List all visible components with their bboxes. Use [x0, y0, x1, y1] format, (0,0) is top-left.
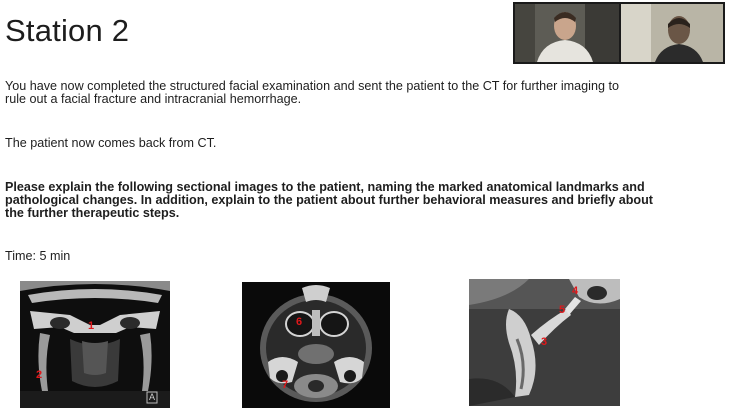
ct-orientation-mark: A: [149, 392, 156, 402]
ct-marker-5: 5: [559, 304, 566, 316]
time-limit: Time: 5 min: [5, 249, 71, 263]
participant-1-silhouette-icon: [515, 4, 619, 62]
ct-marker-6: 6: [296, 316, 303, 328]
ct-coronal-scan-graphic: [20, 281, 170, 408]
task-paragraph: Please explain the following sectional images to the patient, naming the marked anatomical landmarks and pathological changes. In addition, explain to the patient about further behavioral measures and briefly about the further therapeutic steps.: [5, 180, 653, 220]
participant-2-silhouette-icon: [621, 4, 723, 62]
participant-video-1: [515, 4, 619, 62]
intro-paragraph: You have now completed the structured facial examination and sent the patient to the CT for further imaging to rule out a facial fracture and intracranial hemorrhage.: [5, 79, 619, 106]
ct-marker-4: 4: [572, 285, 579, 297]
ct-image-axial: [242, 282, 390, 408]
participant-video-2: [621, 4, 723, 62]
slide-title: Station 2: [5, 13, 130, 48]
status-paragraph: The patient now comes back from CT.: [5, 136, 217, 150]
ct-image-coronal: [20, 281, 170, 408]
video-call-strip: [513, 2, 725, 64]
ct-marker-2: 2: [36, 369, 43, 381]
ct-image-sagittal: [469, 279, 620, 406]
ct-marker-3: 3: [541, 336, 548, 348]
ct-marker-7: 7: [282, 379, 289, 391]
ct-axial-scan-graphic: [242, 282, 390, 408]
ct-marker-1: 1: [88, 320, 95, 332]
